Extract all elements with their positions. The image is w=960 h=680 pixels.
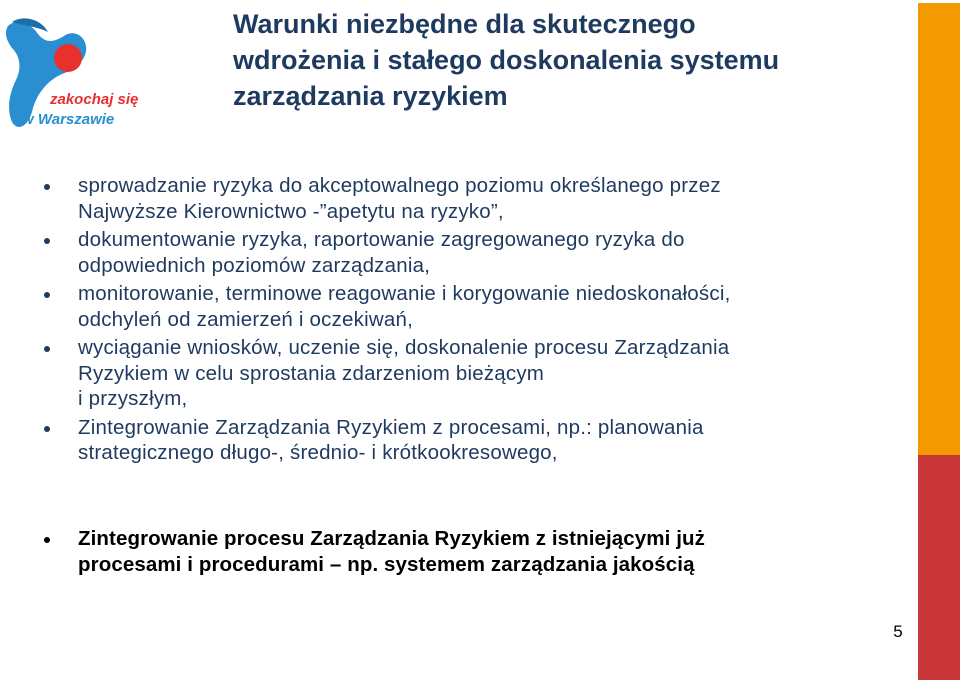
bullet-dot: [44, 184, 50, 190]
bullet-item-5: [40, 415, 890, 466]
bullet-dot: [44, 426, 50, 432]
bullet-3-line-1: monitorowanie, terminowe reagowanie i korygowanie niedoskonałości,: [78, 282, 731, 305]
bullet-4-line-3: i przyszłym,: [78, 387, 188, 410]
bullet-2-line-1: dokumentowanie ryzyka, raportowanie zagregowanego ryzyka do: [78, 228, 685, 251]
bullet-2-line-2: odpowiednich poziomów zarządzania,: [78, 253, 431, 277]
title-line-3: zarządzania ryzykiem: [233, 81, 508, 111]
zakochaj-sie-w-warszawie-logo: [2, 8, 142, 148]
bullet-5-line-1: Zintegrowanie Zarządzania Ryzykiem z procesami, np.: planowania: [78, 415, 704, 439]
bullet-3-line-2: odchyleń od zamierzeń i oczekiwań,: [78, 307, 413, 331]
bullet-5-line-2: strategicznego długo-, średnio- i krótkookresowego,: [78, 441, 558, 464]
bullet-dot: [44, 238, 50, 244]
bold-bullet-line-1: Zintegrowanie procesu Zarządzania Ryzykiem z istniejącymi już: [78, 526, 705, 550]
title-line-2: wdrożenia i stałego doskonalenia systemu: [233, 45, 780, 75]
bullet-item-4: [40, 335, 890, 412]
bullet-1-line-1: sprowadzanie ryzyka do akceptowalnego poziomu określanego przez: [78, 174, 721, 197]
page-number: 5: [893, 622, 903, 641]
bullet-item-3: [40, 281, 890, 332]
bold-bullet-line-2: procesami i procedurami – np. systemem zarządzania jakością: [78, 552, 695, 576]
orange-side-bar: [918, 3, 960, 455]
logo-text-line1: zakochaj się: [50, 91, 139, 108]
bullet-item-1: [40, 173, 890, 224]
bullet-dot: [44, 537, 50, 543]
bullet-list: [40, 173, 890, 581]
bullet-item-bold: [40, 526, 890, 578]
bullet-4-line-2: Ryzykiem w celu sprostania zdarzeniom bieżącym: [78, 361, 545, 385]
title-line-1: Warunki niezbędne dla skutecznego: [233, 9, 696, 39]
logo-text-line2: w Warszawie: [22, 111, 115, 128]
bullet-dot: [44, 292, 50, 298]
bullet-item-2: [40, 227, 890, 278]
bullet-1-line-2: Najwyższe Kierownictwo -”apetytu na ryzyko”,: [78, 199, 504, 223]
red-heart-shape: [54, 44, 82, 72]
bullet-4-line-1: wyciąganie wniosków, uczenie się, doskonalenie procesu Zarządzania: [78, 336, 730, 359]
slide-title: [233, 6, 893, 114]
red-side-bar: [918, 455, 960, 680]
bullet-dot: [44, 346, 50, 352]
